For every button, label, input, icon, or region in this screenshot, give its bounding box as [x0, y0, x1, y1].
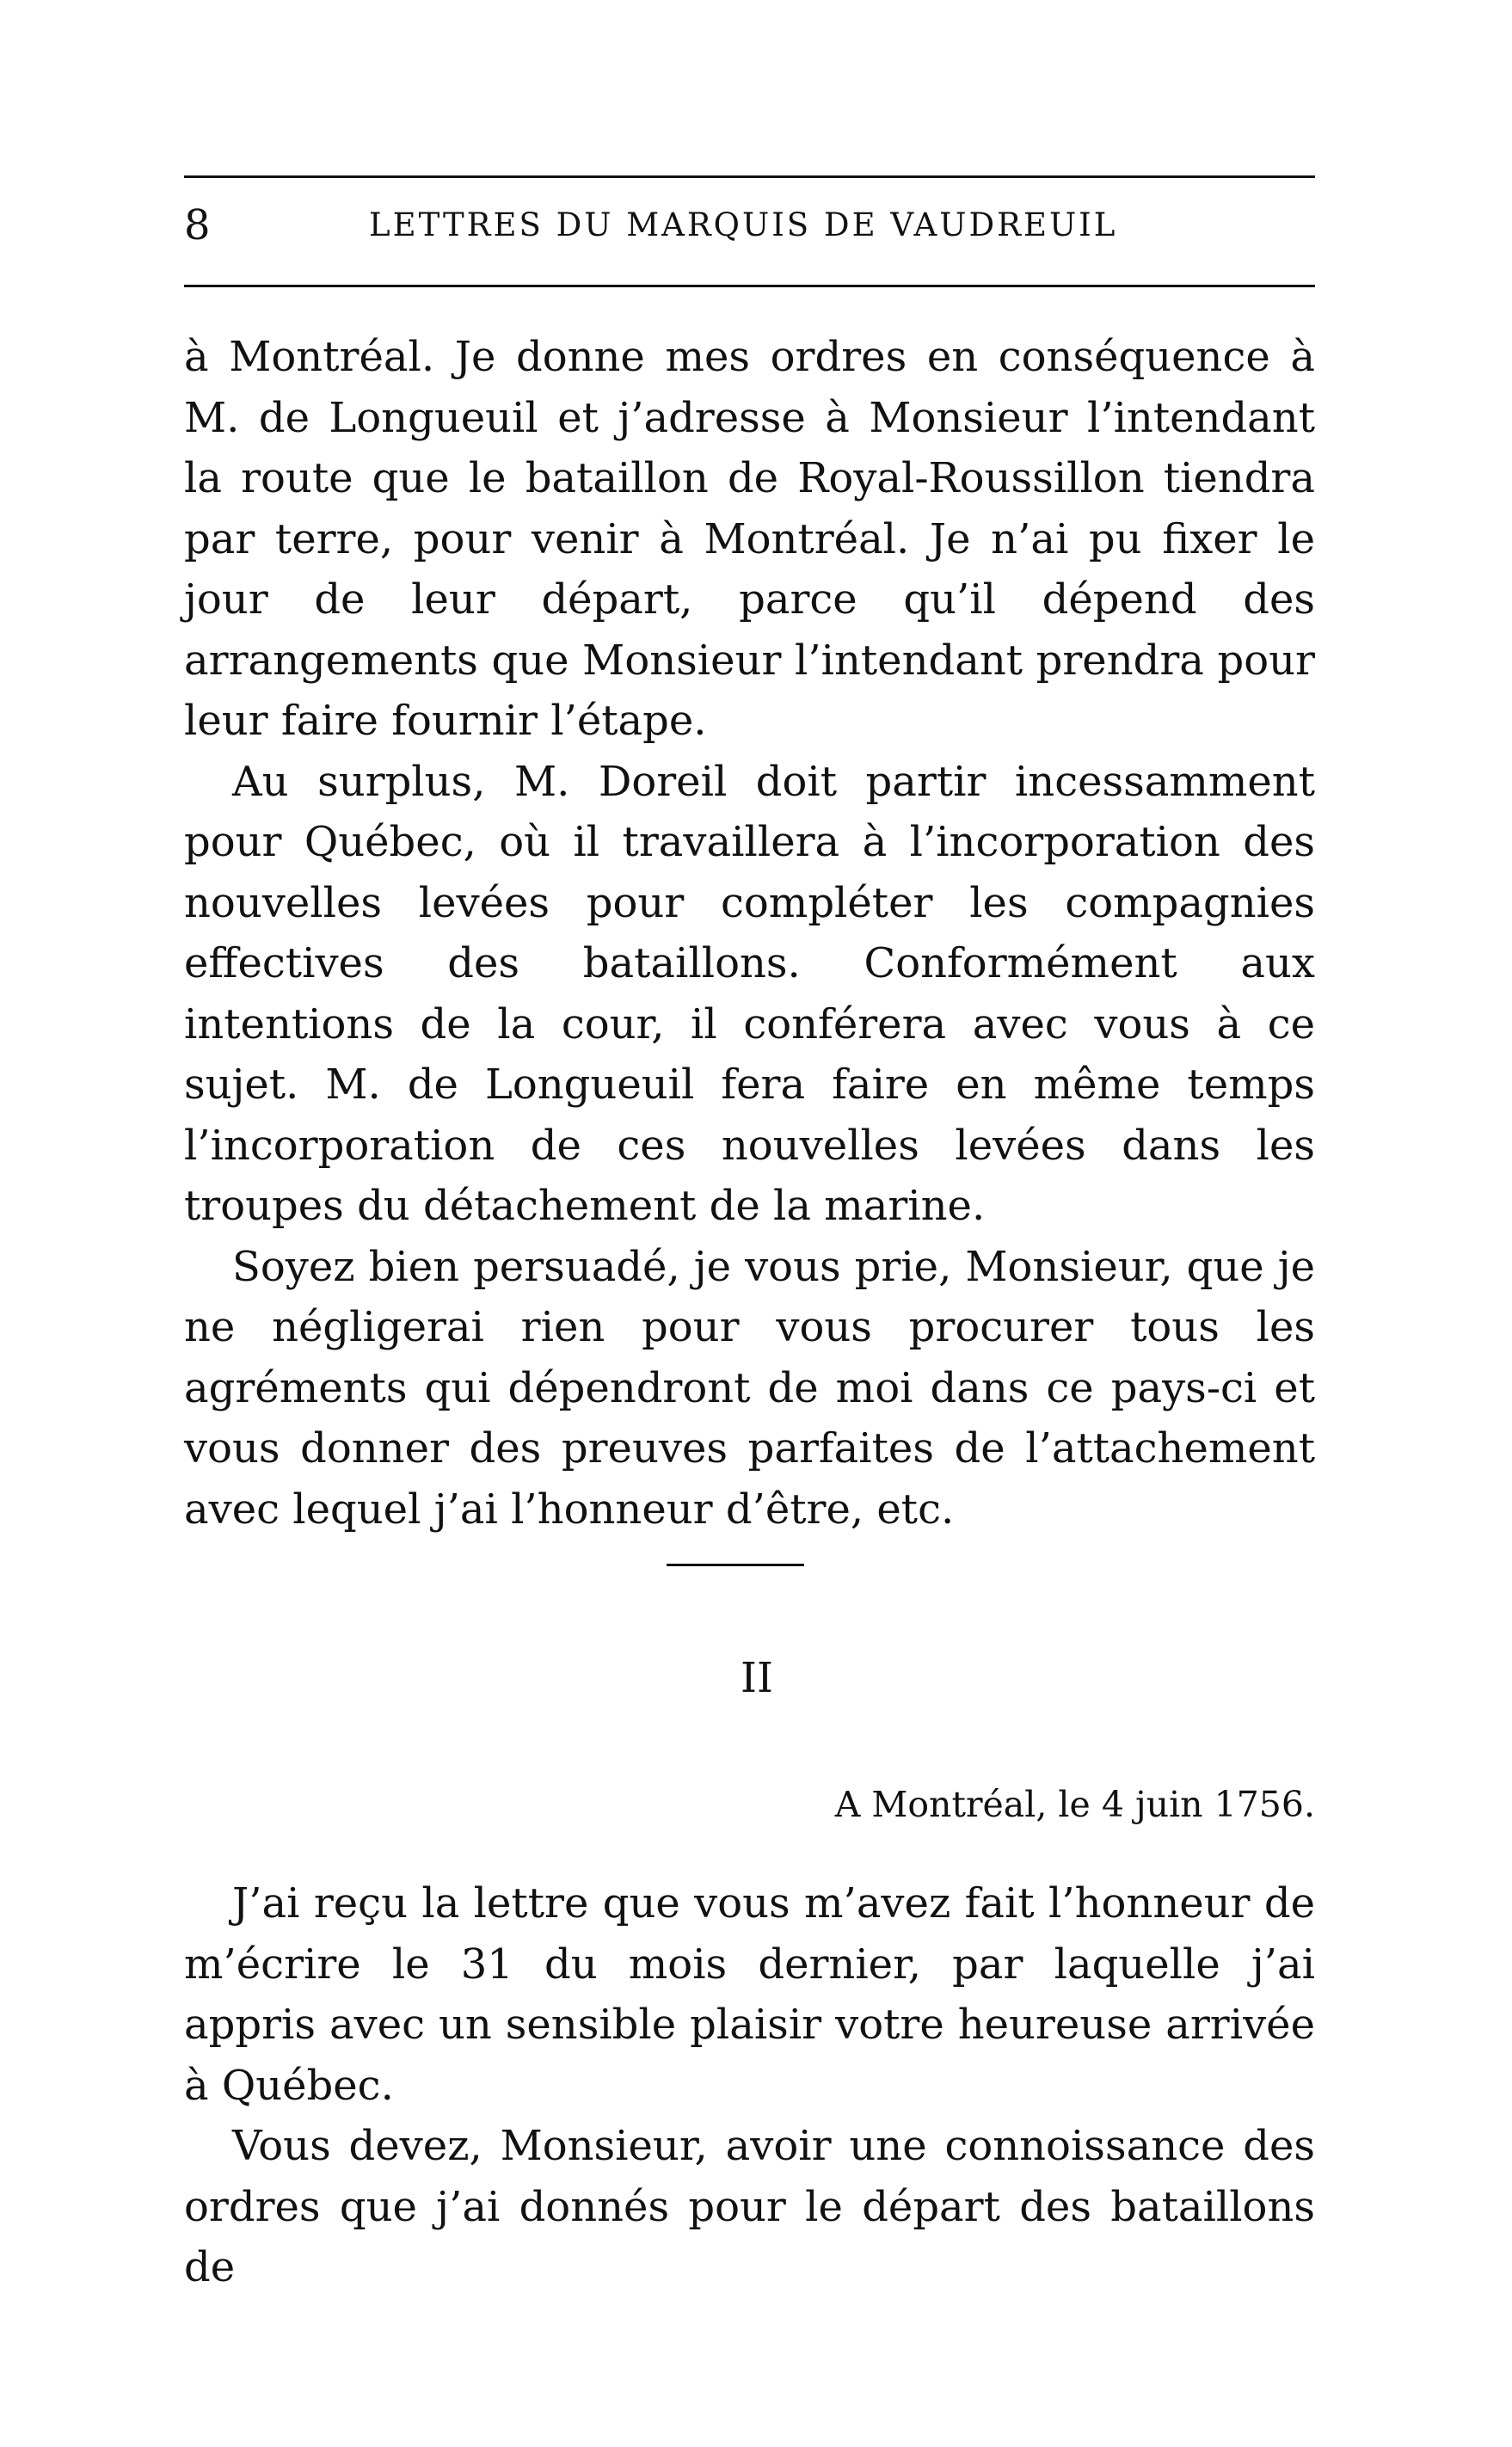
- page-number: 8: [184, 201, 211, 249]
- paragraph-continuation: à Montréal. Je donne mes ordres en conséquence à M. de Longueuil et j’adresse à Monsieur l’intendant la route que le bataillon de Royal-Roussillon tiendra par terre, pour venir à Montréal. Je n’ai pu fixer le jour de leur départ, parce qu’il dépend des arrangements que Monsieur l’intendant prendra pour leur faire fournir l’étape.: [184, 333, 1315, 745]
- paragraph: J’ai reçu la lettre que vous m’avez fait l’honneur de m’écrire le 31 du mois dernier, par laquelle j’ai appris avec un sensible plaisir votre heureuse arrivée à Québec.: [184, 1879, 1315, 2110]
- paragraph-closing: Soyez bien persuadé, je vous prie, Monsieur, que je ne négligerai rien pour vous procurer tous les agréments qui dépendront de moi dans ce pays-ci et vous donner des preuves parfaites de l’attachement avec lequel j’ai l’honneur d’être, etc.: [184, 1242, 1315, 1534]
- section-divider: [667, 1564, 804, 1566]
- letter-two-body: [184, 1873, 1315, 2298]
- page-header: [184, 200, 1315, 251]
- letter-dateline: A Montréal, le 4 juin 1756.: [834, 1784, 1315, 1825]
- letter-one-body: [184, 327, 1315, 1540]
- paragraph: Au surplus, M. Doreil doit partir incessamment pour Québec, où il travaillera à l’incorporation des nouvelles levées pour compléter les compagnies effectives des bataillons. Conformément aux intentions de la cour, il conférera avec vous à ce sujet. M. de Longueuil fera faire en même temps l’incorporation de ces nouvelles levées dans les troupes du détachement de la marine.: [184, 757, 1315, 1230]
- running-title: LETTRES DU MARQUIS DE VAUDREUIL: [369, 206, 1118, 243]
- paragraph: Vous devez, Monsieur, avoir une connoissance des ordres que j’ai donnés pour le départ des bataillons de: [184, 2122, 1315, 2291]
- top-rule: [184, 175, 1315, 178]
- header-rule: [184, 285, 1315, 287]
- section-numeral: II: [741, 1654, 773, 1702]
